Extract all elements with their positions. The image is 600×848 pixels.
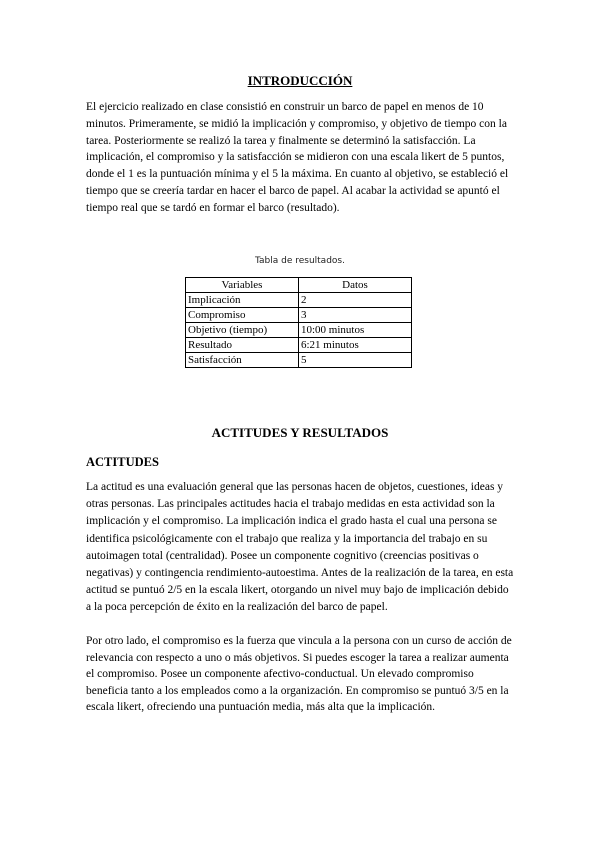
row-variable: Implicación [186, 293, 299, 308]
header-datos: Datos [299, 278, 412, 293]
row-value: 2 [299, 293, 412, 308]
intro-heading: INTRODUCCIÓN [247, 73, 353, 88]
results-table [185, 277, 412, 368]
table-row [186, 353, 412, 368]
table-row [186, 293, 412, 308]
actitudes-paragraph-1: La actitud es una evaluación general que las personas hacen de objetos, cuestiones, ideas y otras personas. Las principales actitudes hacia el trabajo medidas en esta actividad son la implicación y el compromiso. La implicación indica el grado hasta el cual una persona se identifica psicológicamente con el trabajo que realiza y la importancia del trabajo en su autoimagen total (centralidad). Posee un componente cognitivo (creencias positivas o negativas) y contingencia rendimiento-autoestima. Antes de la realización de la tarea, en esta actitud se puntuó 2/5 en la escala likert, otorgando un nivel muy bajo de implicación debido a la poca percepción de éxito en la realización del barco de papel. [86, 481, 514, 614]
row-value: 10:00 minutos [299, 323, 412, 338]
row-value: 3 [299, 308, 412, 323]
row-value: 6:21 minutos [299, 338, 412, 353]
table-row [186, 323, 412, 338]
table-row [186, 338, 412, 353]
row-variable: Resultado [186, 338, 299, 353]
row-variable: Objetivo (tiempo) [186, 323, 299, 338]
table-header-row [186, 278, 412, 293]
intro-paragraph: El ejercicio realizado en clase consistió en construir un barco de papel en menos de 10 minutos. Primeramente, se midió la implicación y compromiso, y objetivo de tiempo con la tarea. Posteriormente se realizó la tarea y finalmente se determinó la satisfacción. La implicación, el compromiso y la satisfacción se midieron con una escala likert de 5 puntos, donde el 1 es la puntuación mínima y el 5 la máxima. En cuanto al objetivo, se estableció el tiempo que se creería tardar en hacer el barco de papel. Al acabar la actividad se apuntó el tiempo real que se tardó en formar el barco (resultado). [86, 101, 509, 214]
row-value: 5 [299, 353, 412, 368]
table-caption: Tabla de resultados. [255, 256, 345, 266]
actitudes-paragraph-2: Por otro lado, el compromiso es la fuerza que vincula a la persona con un curso de acción de relevancia con respecto a uno o más objetivos. Si puedes escoger la tarea a realizar aumenta el compromiso. Posee un componente afectivo-conductual. Un elevado compromiso beneficia tanto a los empleados como a la organización. En compromiso se puntuó 3/5 en la escala likert, ofreciendo una puntuación media, más alta que la implicación. [86, 635, 512, 714]
row-variable: Satisfacción [186, 353, 299, 368]
actitudes-heading: ACTITUDES Y RESULTADOS [211, 425, 389, 440]
table-row [186, 308, 412, 323]
header-variables: Variables [186, 278, 299, 293]
row-variable: Compromiso [186, 308, 299, 323]
actitudes-subheading: ACTITUDES [86, 455, 159, 469]
